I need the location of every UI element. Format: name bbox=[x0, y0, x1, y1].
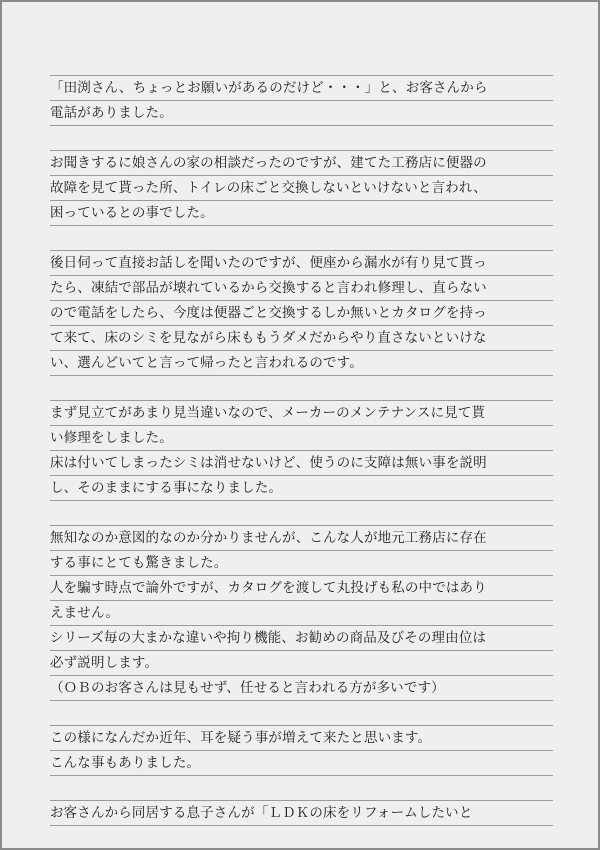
text-line bbox=[50, 126, 553, 151]
text-line bbox=[50, 51, 553, 76]
text-line: 後日伺って直接お話しを聞いたのですが、便座から漏水が有り見て貰っ bbox=[50, 251, 553, 276]
text-line: 「田渕さん、ちょっとお願いがあるのだけど・・・」と、お客さんから bbox=[50, 76, 553, 101]
ruled-text-body bbox=[50, 51, 553, 826]
text-line: 故障を見て貰った所、トイレの床ごと交換しないといけないと言われ、 bbox=[50, 176, 553, 201]
text-line bbox=[50, 776, 553, 801]
text-line: 無知なのか意図的なのか分かりませんが、こんな人が地元工務店に存在 bbox=[50, 526, 553, 551]
text-line: たら、凍結で部品が壊れているから交換すると言われ修理し、直らない bbox=[50, 276, 553, 301]
text-line: 床は付いてしまったシミは消せないけど、使うのに支障は無い事を説明 bbox=[50, 451, 553, 476]
text-line: まず見立てがあまり見当違いなので、メーカーのメンテナンスに見て貰 bbox=[50, 401, 553, 426]
text-line: い修理をしました。 bbox=[50, 426, 553, 451]
text-line: （ＯＢのお客さんは見もせず、任せると言われる方が多いです） bbox=[50, 676, 553, 701]
text-line: えません。 bbox=[50, 601, 553, 626]
text-line: し、そのままにする事になりました。 bbox=[50, 476, 553, 501]
text-line: お客さんから同居する息子さんが「ＬＤＫの床をリフォームしたいと bbox=[50, 801, 553, 826]
text-line: 困っているとの事でした。 bbox=[50, 201, 553, 226]
text-line: この様になんだか近年、耳を疑う事が増えて来たと思います。 bbox=[50, 726, 553, 751]
text-line: 人を騙す時点で論外ですが、カタログを渡して丸投げも私の中ではあり bbox=[50, 576, 553, 601]
text-line: て来て、床のシミを見ながら床ももうダメだからやり直さないといけな bbox=[50, 326, 553, 351]
text-line: い、選んどいてと言って帰ったと言われるのです。 bbox=[50, 351, 553, 376]
text-line: こんな事もありました。 bbox=[50, 751, 553, 776]
text-line bbox=[50, 376, 553, 401]
text-line: シリーズ毎の大まかな違いや拘り機能、お勧めの商品及びその理由位は bbox=[50, 626, 553, 651]
text-line: お聞きするに娘さんの家の相談だったのですが、建てた工務店に便器の bbox=[50, 151, 553, 176]
text-line bbox=[50, 701, 553, 726]
text-line: する事にとても驚きました。 bbox=[50, 551, 553, 576]
text-line: 必ず説明します。 bbox=[50, 651, 553, 676]
text-line bbox=[50, 226, 553, 251]
text-line bbox=[50, 501, 553, 526]
text-line: ので電話をしたら、今度は便器ごと交換するしか無いとカタログを持っ bbox=[50, 301, 553, 326]
text-line: 電話がありました。 bbox=[50, 101, 553, 126]
